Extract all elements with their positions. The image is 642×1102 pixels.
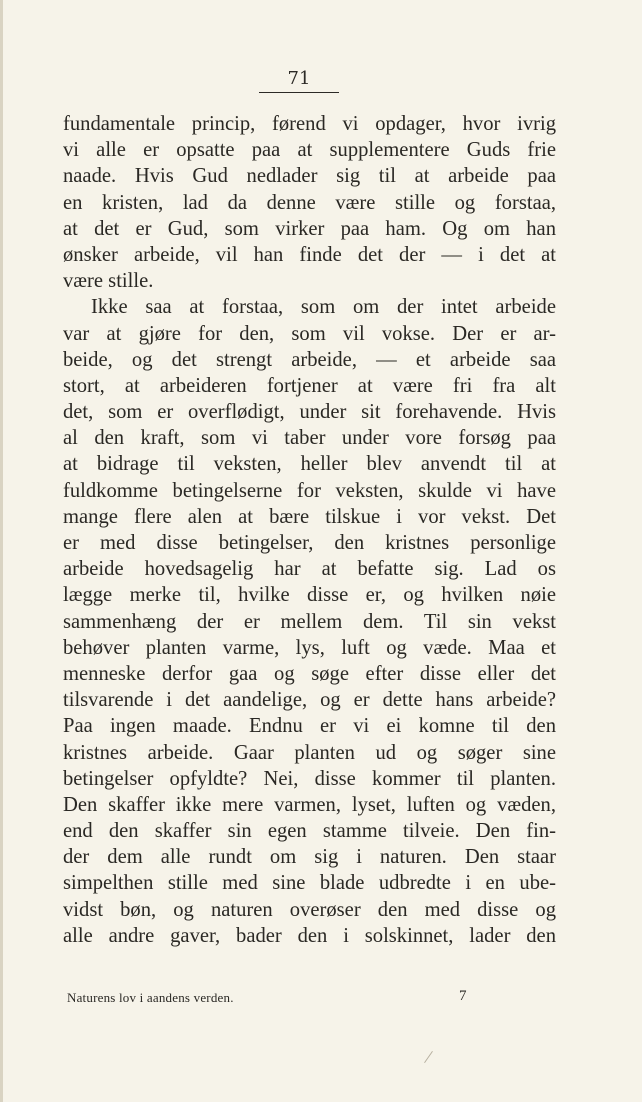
text-line: stort, at arbeideren fortjener at være fri fra alt [63, 374, 556, 397]
text-line: arbeide hovedsagelig har at befatte sig. Lad os [63, 558, 556, 581]
text-line: er med disse betingelser, den kristnes personlige [63, 532, 556, 554]
body-text [63, 111, 556, 949]
text-line: betingelser opfyldte? Nei, disse kommer til planten. [63, 767, 556, 790]
text-line: fuldkomme betingelserne for veksten, skulde vi have [63, 479, 556, 502]
text-line: mange flere alen at bære tilskue i vor vekst. Det [63, 505, 556, 528]
text-line: vi alle er opsatte paa at supplementere Guds frie [63, 139, 556, 162]
signature-mark: 7 [459, 988, 467, 1004]
text-line: simpelthen stille med sine blade udbredte i en ube- [63, 872, 556, 895]
text-line: sammenhæng der er mellem dem. Til sin vekst [63, 610, 556, 633]
text-line: der dem alle rundt om sig i naturen. Den staar [63, 846, 556, 869]
text-line: Paa ingen maade. Endnu er vi ei komne til den [63, 715, 556, 738]
text-line: kristnes arbeide. Gaar planten ud og søger sine [63, 741, 556, 764]
text-line: vidst bøn, og naturen overøser den med disse og [63, 898, 556, 921]
text-line: al den kraft, som vi taber under vore forsøg paa [63, 427, 556, 450]
text-line: lægge merke til, hvilke disse er, og hvilken nøie [63, 584, 556, 607]
text-line: Den skaffer ikke mere varmen, lyset, luften og væden, [63, 793, 556, 816]
text-line: en kristen, lad da denne være stille og forstaa, [63, 191, 556, 214]
text-line: beide, og det strengt arbeide, — et arbeide saa [63, 348, 556, 371]
paper-speck [424, 1051, 433, 1063]
text-line: alle andre gaver, bader den i solskinnet, lader den [63, 924, 556, 947]
text-line: var at gjøre for den, som vil vokse. Der er ar- [63, 322, 556, 345]
text-line: Ikke saa at forstaa, som om der intet arbeide [91, 296, 556, 319]
text-line: behøver planten varme, lys, luft og væde. Maa et [63, 636, 556, 659]
text-line: end den skaffer sin egen stamme tilveie. Den fin- [63, 820, 556, 843]
text-line: være stille. [63, 270, 154, 293]
footer-title: Naturens lov i aandens verden. [67, 990, 234, 1005]
text-line: at bidrage til veksten, heller blev anvendt til at [63, 453, 556, 476]
text-line: menneske derfor gaa og søge efter disse eller det [63, 662, 556, 685]
text-line: ønsker arbeide, vil han finde det der — i det at [63, 243, 556, 266]
text-line: fundamentale princip, førend vi opdager, hvor ivrig [63, 113, 556, 135]
text-line: tilsvarende i det aandelige, og er dette hans arbeide? [63, 689, 556, 712]
text-line: det, som er overflødigt, under sit forehavende. Hvis [63, 401, 556, 424]
text-line: at det er Gud, som virker paa ham. Og om han [63, 217, 556, 240]
text-line: naade. Hvis Gud nedlader sig til at arbeide paa [63, 165, 556, 188]
page-number: 71 [259, 68, 339, 93]
